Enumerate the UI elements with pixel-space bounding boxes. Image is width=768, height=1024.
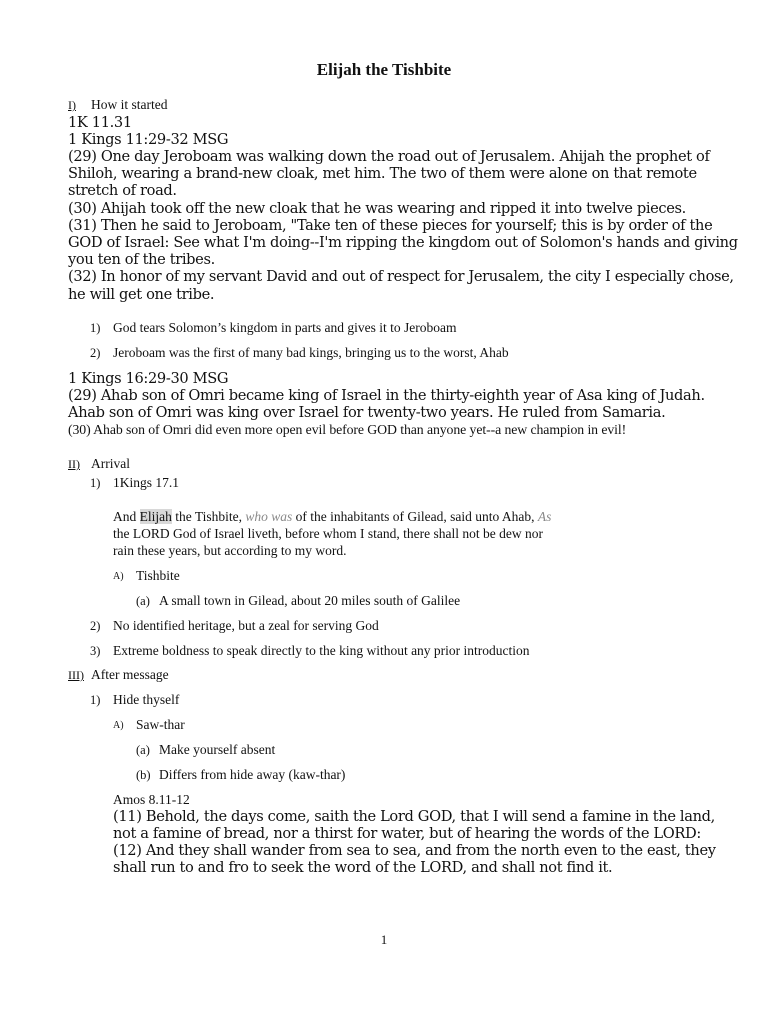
list-number: 1) [90, 321, 101, 335]
section-3-marker: III) [68, 668, 84, 682]
verse-word: And [113, 509, 140, 524]
text-line: (30) Ahab son of Omri did even more open evil before GOD than anyone yet--a new champion in evil! [68, 422, 627, 437]
verse-line [113, 509, 551, 525]
verse-line: shall run to and fro to seek the word of the LORD, and shall not find it. [113, 859, 613, 876]
scripture-reference: Amos 8.11-12 [113, 792, 190, 807]
verse-line: not a famine of bread, nor a thirst for water, but of hearing the words of the LORD: [113, 825, 701, 842]
sub-sub-marker: (b) [136, 768, 151, 782]
text-line: he will get one tribe. [68, 286, 215, 303]
highlighted-word: Elijah [139, 509, 172, 524]
verse-line: (11) Behold, the days come, saith the Lord GOD, that I will send a famine in the land, [113, 808, 715, 825]
text-line: 1 Kings 16:29-30 MSG [68, 370, 229, 387]
sub-marker: A) [113, 571, 124, 582]
section-2-heading: Arrival [91, 456, 130, 471]
list-item: Hide thyself [113, 692, 180, 707]
list-number: 1) [90, 476, 101, 490]
sub-sub-marker: (a) [136, 743, 150, 757]
text-line: Shiloh, wearing a brand-new cloak, met him. The two of them were alone on that remote [68, 165, 697, 182]
sub-marker: A) [113, 720, 124, 731]
text-line: stretch of road. [68, 182, 177, 199]
sub-sub-item: Make yourself absent [159, 742, 276, 757]
list-item: Jeroboam was the first of many bad kings, bringing us to the worst, Ahab [113, 345, 509, 360]
italic-word: As [537, 509, 552, 524]
section-1-heading: How it started [91, 97, 168, 112]
sub-sub-marker: (a) [136, 594, 150, 608]
list-item: No identified heritage, but a zeal for serving God [113, 618, 379, 633]
text-line: (29) Ahab son of Omri became king of Israel in the thirty-eighth year of Asa king of Judah. [68, 387, 705, 404]
text-line: 1K 11.31 [68, 114, 132, 131]
list-number: 1) [90, 693, 101, 707]
verse-line: (12) And they shall wander from sea to sea, and from the north even to the east, they [113, 842, 716, 859]
list-number: 2) [90, 619, 101, 633]
verse-line: rain these years, but according to my word. [113, 543, 347, 558]
text-line: 1 Kings 11:29-32 MSG [68, 131, 229, 148]
verse-word: the Tishbite, [171, 509, 246, 524]
list-item: 1Kings 17.1 [113, 475, 180, 490]
text-line: you ten of the tribes. [68, 251, 215, 268]
verse-line: the LORD God of Israel liveth, before whom I stand, there shall not be dew nor [113, 526, 544, 541]
section-3-heading: After message [91, 667, 169, 682]
section-2-marker: II) [68, 457, 80, 471]
sub-sub-item: A small town in Gilead, about 20 miles south of Galilee [159, 593, 461, 608]
page-title: Elijah the Tishbite [316, 60, 452, 79]
text-line: (31) Then he said to Jeroboam, "Take ten of these pieces for yourself; this is by order of the [68, 217, 713, 234]
list-number: 2) [90, 346, 101, 360]
list-item: God tears Solomon’s kingdom in parts and gives it to Jeroboam [113, 320, 457, 335]
text-line: (29) One day Jeroboam was walking down the road out of Jerusalem. Ahijah the prophet of [68, 148, 710, 165]
text-line: (32) In honor of my servant David and out of respect for Jerusalem, the city I especially chose, [68, 268, 734, 285]
verse-word: of the inhabitants of Gilead, said unto Ahab, [292, 509, 538, 524]
sub-item: Saw-thar [136, 717, 185, 732]
list-number: 3) [90, 644, 101, 658]
section-1-marker: I) [68, 98, 76, 112]
list-item: Extreme boldness to speak directly to the king without any prior introduction [113, 643, 530, 658]
sub-item: Tishbite [136, 568, 180, 583]
text-line: Ahab son of Omri was king over Israel for twenty-two years. He ruled from Samaria. [68, 404, 666, 421]
italic-word: who was [245, 509, 293, 524]
text-line: GOD of Israel: See what I'm doing--I'm ripping the kingdom out of Solomon's hands and giving [68, 234, 738, 251]
sub-sub-item: Differs from hide away (kaw-thar) [159, 767, 346, 782]
page-number: 1 [380, 932, 388, 947]
text-line: (30) Ahijah took off the new cloak that he was wearing and ripped it into twelve pieces. [68, 200, 686, 217]
